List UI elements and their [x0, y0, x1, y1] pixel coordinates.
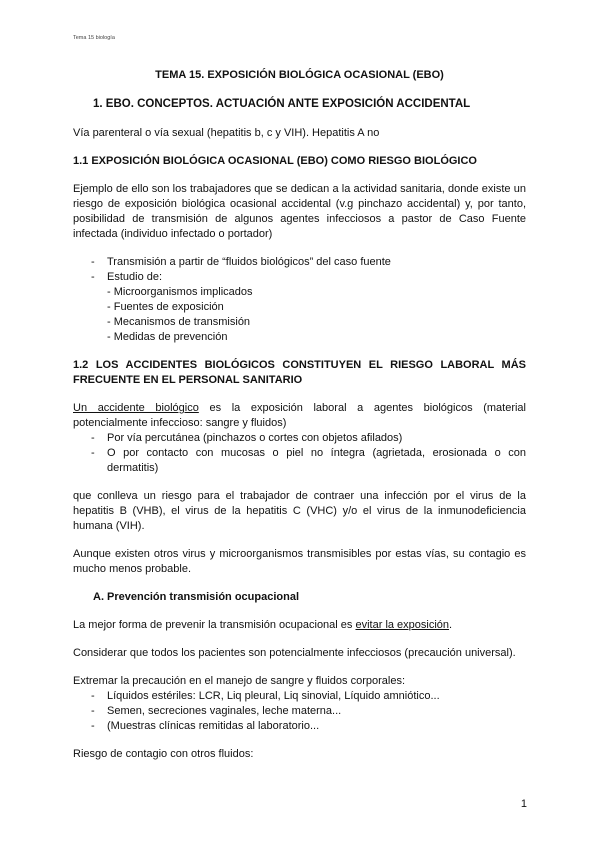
section-a-paragraph-2: Considerar que todos los pacientes son potencialmente infecciosos (precaución universal). [73, 647, 516, 659]
section-1-2-definition [73, 401, 526, 431]
paragraph-text: . [449, 619, 453, 631]
section-a-list [73, 689, 526, 734]
section-a-heading: A. Prevención transmisión ocupacional [93, 591, 299, 603]
section-1-2-paragraph-2: que conlleva un riesgo para el trabajador de contraer una infección por el virus de la hepatitis B (VHB), el virus de la hepatitis C (VHC) y/o el virus de la inmunodeficiencia humana (VIH). [73, 490, 526, 532]
definition-text: es la exposición laboral a agentes biológicos (material potencialmente infeccioso: sangre y fluidos) [73, 402, 526, 429]
list-item: - Transmisión a partir de “fluidos biológicos” del caso fuente [73, 255, 526, 270]
section-1-2-heading: 1.2 LOS ACCIDENTES BIOLÓGICOS CONSTITUYEN EL RIESGO LABORAL MÁS FRECUENTE EN EL PERSONAL SANITARIO [73, 359, 526, 386]
document-body [73, 68, 526, 775]
section-1-1-paragraph: Ejemplo de ello son los trabajadores que se dedican a la actividad sanitaria, donde existe un riesgo de exposición biológica ocasional accidental (v.g pinchazo accidental) y, por tanto, posibilidad de transmisión de algunos agentes infecciosos a pastor de Caso Fuente infectada (individuo infectado o portador) [73, 183, 526, 240]
list-item: - Semen, secreciones vaginales, leche materna... [73, 704, 526, 719]
list-item [73, 270, 526, 345]
section-1-intro: Vía parenteral o vía sexual (hepatitis b, c y VIH). Hepatitis A no [73, 127, 380, 139]
list-item: - (Muestras clínicas remitidas al laboratorio... [73, 719, 526, 734]
list-item: - Por vía percutánea (pinchazos o cortes con objetos afilados) [73, 431, 526, 446]
sub-item: - Medidas de prevención [107, 331, 228, 343]
section-1-heading: 1. EBO. CONCEPTOS. ACTUACIÓN ANTE EXPOSICIÓN ACCIDENTAL [93, 98, 471, 110]
section-a-paragraph-1 [73, 618, 526, 633]
document-title: TEMA 15. EXPOSICIÓN BIOLÓGICA OCASIONAL (EBO) [155, 69, 444, 81]
sub-item: - Fuentes de exposición [107, 301, 224, 313]
sub-item: - Mecanismos de transmisión [107, 316, 251, 328]
definition-term: Un accidente biológico [73, 402, 199, 414]
paragraph-text: La mejor forma de prevenir la transmisión ocupacional es [73, 619, 356, 631]
section-1-2-paragraph-3: Aunque existen otros virus y microorganismos transmisibles por estas vías, su contagio es mucho menos probable. [73, 548, 526, 575]
list-item-label: - Estudio de: [107, 271, 163, 283]
emphasis-link: evitar la exposición [355, 619, 450, 631]
section-1-1-heading: 1.1 EXPOSICIÓN BIOLÓGICA OCASIONAL (EBO) COMO RIESGO BIOLÓGICO [73, 155, 477, 167]
section-1-1-list [73, 255, 526, 345]
sub-item: - Microorganismos implicados [107, 286, 253, 298]
page-header: Tema 15 biología [73, 35, 115, 41]
section-1-2-list [73, 431, 526, 476]
page-number: 1 [520, 798, 527, 810]
list-item: - O por contacto con mucosas o piel no íntegra (agrietada, erosionada o con dermatitis) [73, 446, 526, 476]
section-a-paragraph-3: Extremar la precaución en el manejo de sangre y fluidos corporales: [73, 675, 406, 687]
section-a-paragraph-4: Riesgo de contagio con otros fluidos: [73, 748, 254, 760]
list-item: - Líquidos estériles: LCR, Liq pleural, Liq sinovial, Líquido amniótico... [73, 689, 526, 704]
